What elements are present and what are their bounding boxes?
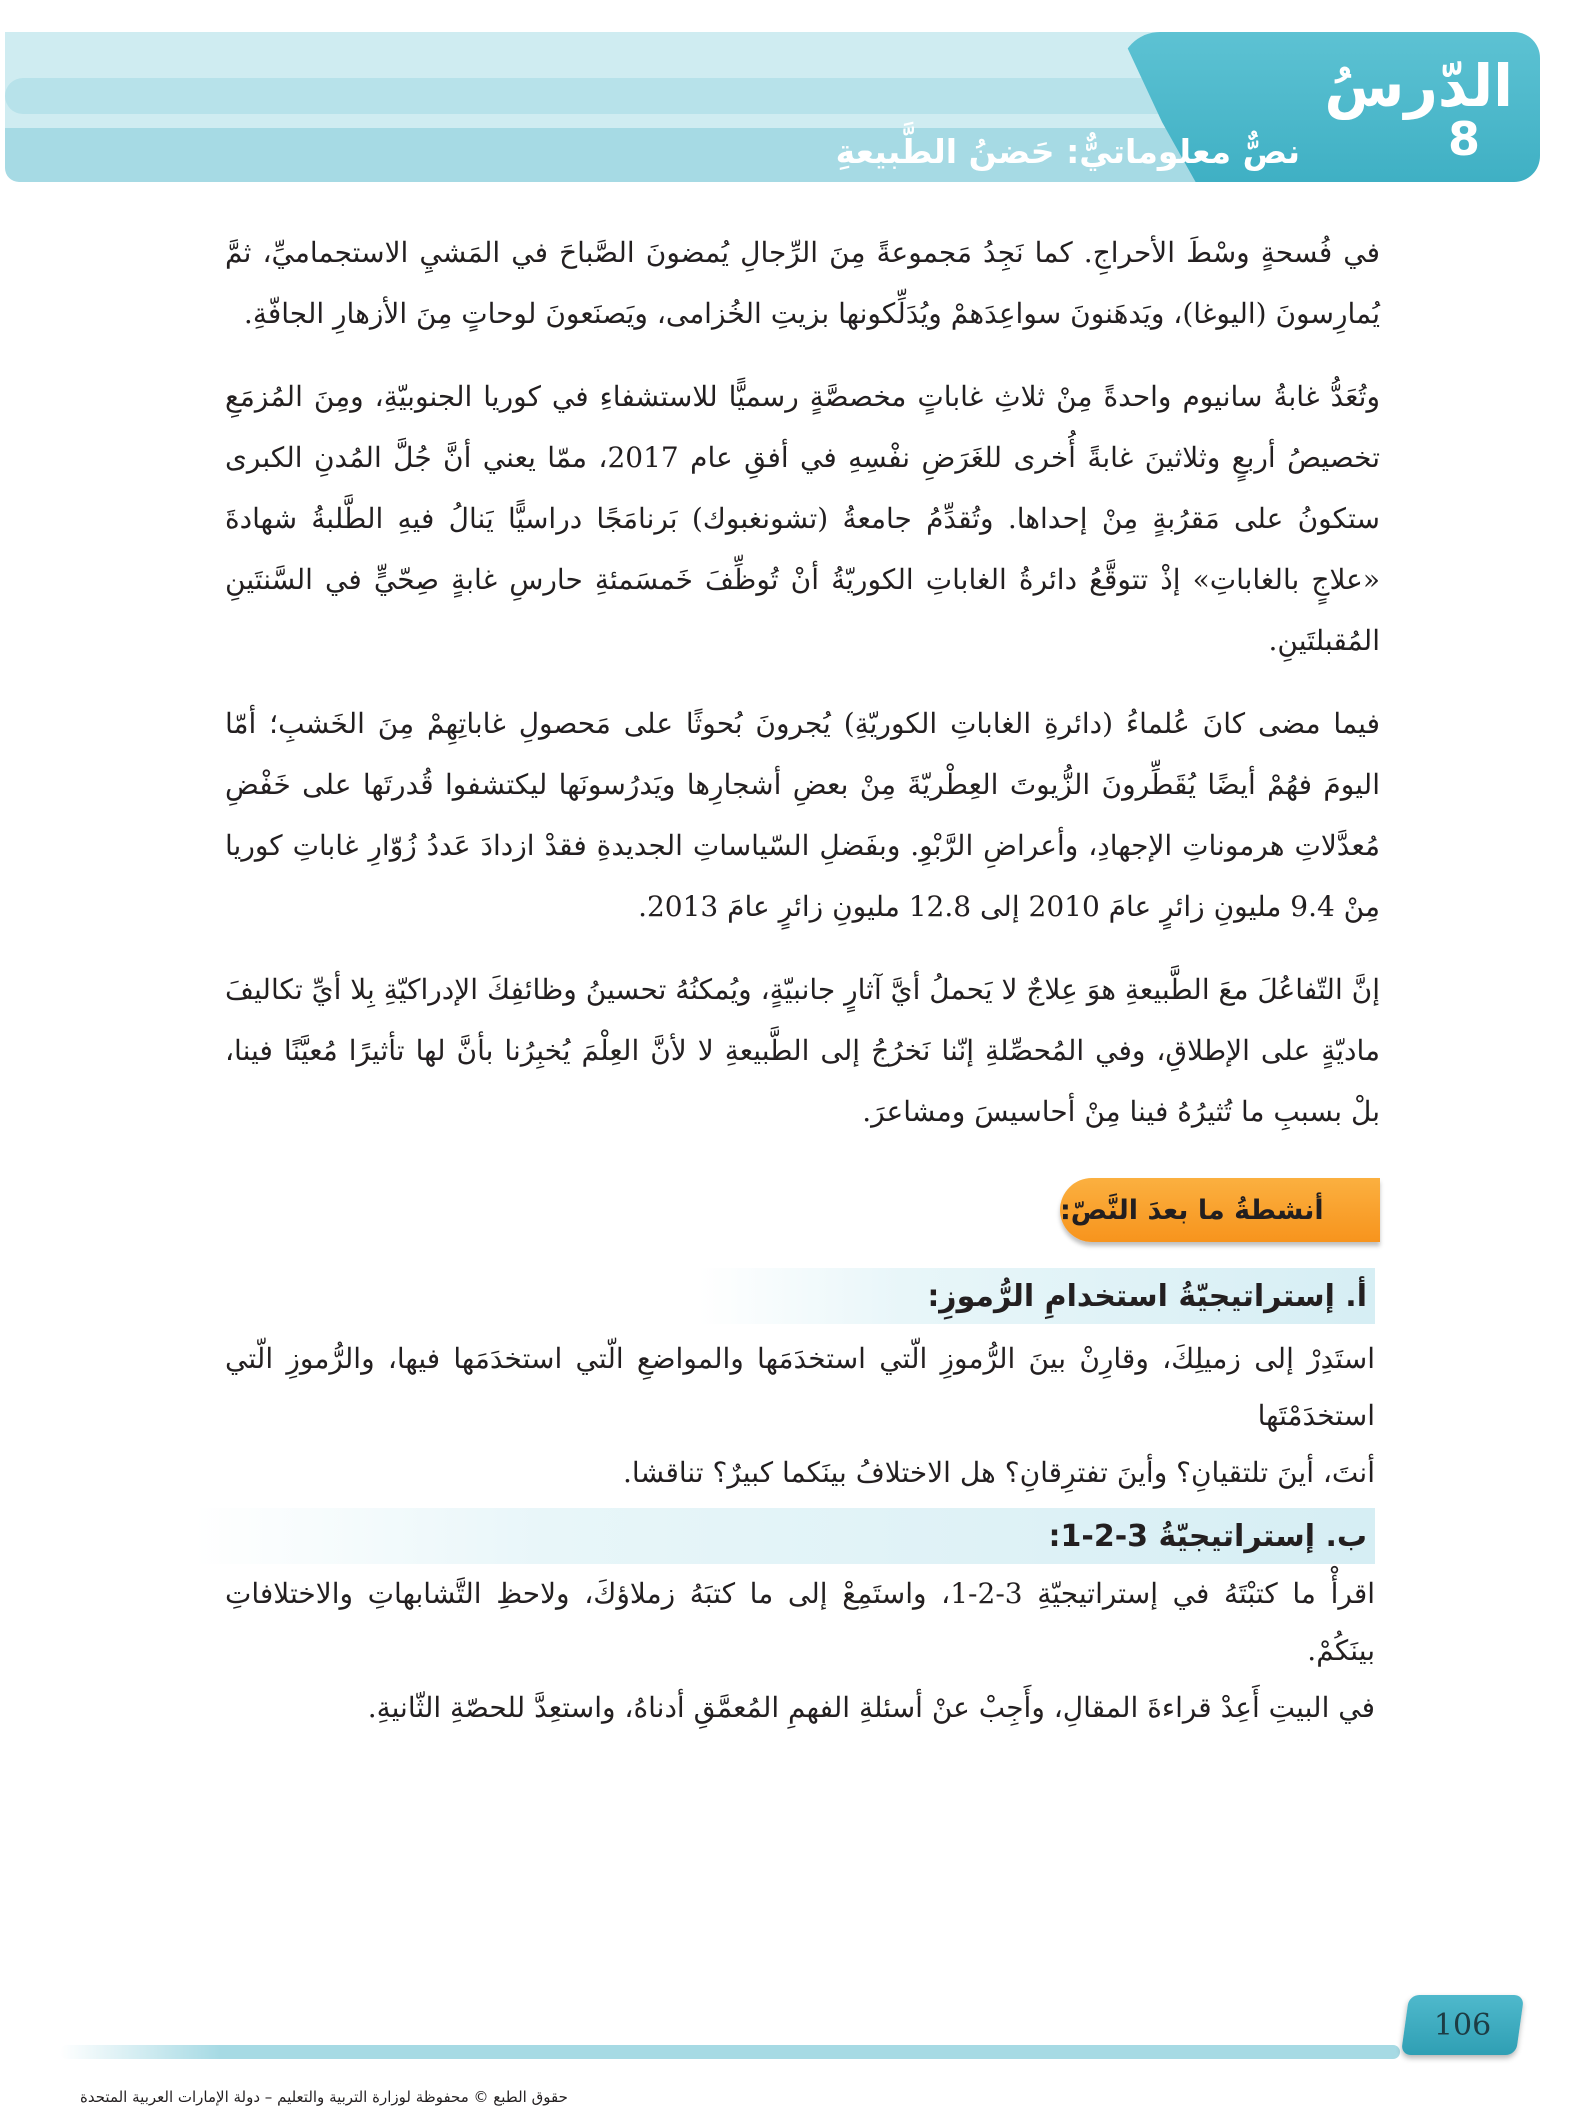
section-a-line-1: استَدِرْ إلى زميلِكَ، وقارِنْ بينَ الرُّموزِ الّتي استخدَمَها والمواضعِ الّتي استخدَمَها فيها، والرُّموزِ الّتي استخدَمْتَها xyxy=(225,1342,1375,1432)
footer-bar xyxy=(60,2045,1400,2059)
section-a-line-2: أنتَ، أينَ تلتقيانِ؟ وأينَ تفترِقانِ؟ هل الاختلافُ بينَكما كبيرٌ؟ تناقشا. xyxy=(623,1456,1375,1489)
lesson-subtitle: نصٌّ معلوماتيٌّ: حَضنُ الطَّبيعةِ xyxy=(835,132,1300,171)
lesson-number: 8 xyxy=(1447,112,1480,166)
activities-banner: أنشطةُ ما بعدَ النَّصّ: xyxy=(1060,1178,1380,1242)
copyright-notice: حقوق الطبع © محفوظة لوزارة التربية والتعليم – دولة الإمارات العربية المتحدة xyxy=(80,2088,568,2106)
section-b-text xyxy=(225,1565,1375,1736)
page-number: 106 xyxy=(1433,2007,1492,2043)
header-stripe xyxy=(5,78,1305,114)
article-body xyxy=(225,222,1380,1164)
section-b-line-2: في البيتِ أَعِدْ قراءةَ المقالِ، وأَجِبْ عنْ أسئلةِ الفهمِ المُعمَّقِ أدناهُ، واستعِدَّ للحصّةِ الثّانيةِ. xyxy=(367,1691,1375,1724)
paragraph-3: فيما مضى كانَ عُلماءُ (دائرةِ الغاباتِ الكوريّةِ) يُجرونَ بُحوثًا على مَحصولِ غاباتِهِمْ مِنَ الخَشبِ؛ أمّا اليومَ فهُمْ أيضًا يُقَطِّرونَ الزُّيوتَ العِطْريّةَ مِنْ بعضِ أشجارِها ويَدرُسونَها ليكتشفوا قُدرتَها على خَفْضِ مُعدَّلاتِ هرموناتِ الإجهادِ، وأعراضِ الرَّبْوِ. وبفَضلِ السّياساتِ الجديدةِ فقدْ ازدادَ عَددُ زُوّارِ غاباتِ كوريا مِنْ 9.4 مليونِ زائرٍ عامَ 2010 إلى 12.8 مليونِ زائرٍ عامَ 2013. xyxy=(225,707,1380,923)
section-a-text xyxy=(225,1330,1375,1501)
paragraph-4: إنَّ التّفاعُلَ معَ الطَّبيعةِ هوَ عِلاجٌ لا يَحملُ أيَّ آثارٍ جانبيّةٍ، ويُمكنُهُ تحسينُ وظائفِكَ الإدراكيّةِ بِلا أيِّ تكاليفَ ماديّةٍ على الإطلاقِ، وفي المُحصِّلةِ إنّنا نَخرُجُ إلى الطَّبيعةِ لا لأنَّ العِلْمَ يُخبِرُنا بأنَّ لها تأثيرًا مُعيَّنًا فينا، بلْ بسببِ ما تُثيرُهُ فينا مِنْ أحاسيسَ ومشاعرَ. xyxy=(225,973,1380,1128)
section-a-heading: أ. إستراتيجيّةُ استخدامِ الرُّموزِ: xyxy=(699,1268,1375,1324)
paragraph-1: في فُسحةٍ وسْطَ الأحراجِ. كما نَجِدُ مَجموعةً مِنَ الرِّجالِ يُمضونَ الصَّباحَ في المَشيِ الاستجماميِّ، ثمَّ يُمارِسونَ (اليوغا)، ويَدهَنونَ سواعِدَهمْ ويُدَلِّكونها بزيتِ الخُزامى، ويَصنَعونَ لوحاتٍ مِنَ الأزهارِ الجافّةِ. xyxy=(225,236,1380,330)
paragraph-2: وتُعَدُّ غابةُ سانيوم واحدةً مِنْ ثلاثِ غاباتٍ مخصصَّةٍ رسميًّا للاستشفاءِ في كوريا الجنوبيّةِ، ومِنَ المُزمَعِ تخصيصُ أربعٍ وثلاثينَ غابةً أُخرى للغَرَضِ نفْسِهِ في أفقِ عام 2017، ممّا يعني أنَّ جُلَّ المُدنِ الكبرى ستكونُ على مَقرُبةٍ مِنْ إحداها. وتُقدِّمُ جامعةُ (تشونغبوك) بَرنامَجًا دراسيًّا يَنالُ فيهِ الطَّلبةُ شهادةَ «علاجٍ بالغاباتِ» إذْ تتوقَّعُ دائرةُ الغاباتِ الكوريّةُ أنْ تُوظِّفَ خَمسَمئةِ حارسِ غابةٍ صِحّيٍّ في السَّنتَينِ المُقبلتَينِ. xyxy=(225,380,1380,657)
lesson-label: الدّرسُ xyxy=(1324,52,1513,120)
page-number-box xyxy=(1401,1995,1524,2055)
section-b-line-1: اقرأْ ما كتبْتَهُ في إستراتيجيّةِ 3-2-1، واستَمِعْ إلى ما كتبَهُ زملاؤكَ، ولاحظِ التَّشابهاتِ والاختلافاتِ بينَكُمْ. xyxy=(225,1577,1375,1667)
section-b-heading: ب. إستراتيجيّةُ 3-2-1: xyxy=(194,1508,1375,1564)
